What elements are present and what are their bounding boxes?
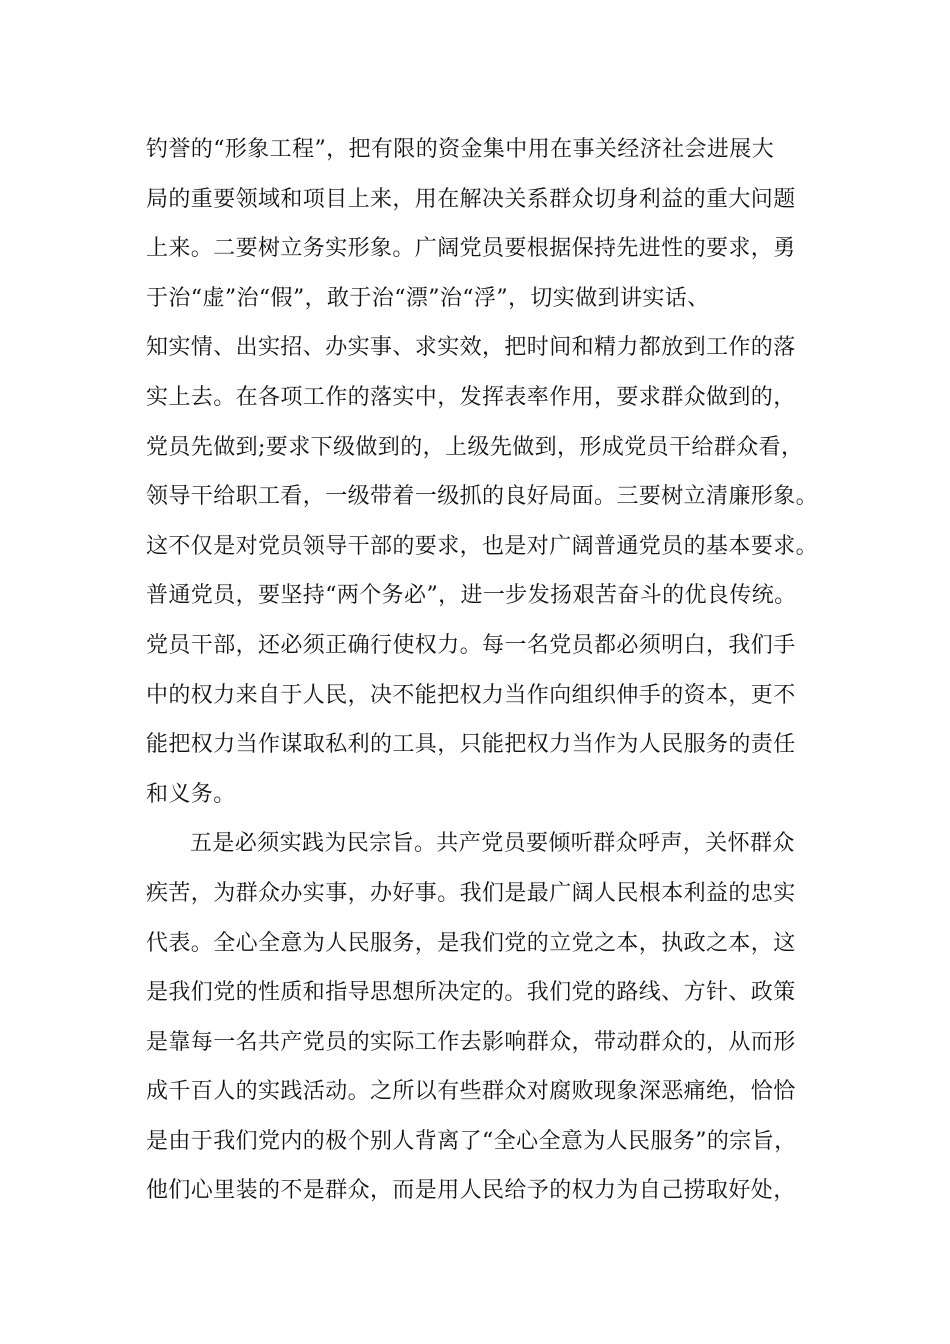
text-line: 钓誉的“形象工程”，把有限的资金集中用在事关经济社会进展大 xyxy=(146,137,775,162)
text-line: 和义务。 xyxy=(146,781,236,807)
text-line: 能把权力当作谋取私利的工具，只能把权力当作为人民服务的责任 xyxy=(146,732,796,758)
paragraph-start-line: 五是必须实践为民宗旨。共产党员要倾听群众呼声，关怀群众 xyxy=(190,831,795,857)
text-line: 这不仅是对党员领导干部的要求，也是对广阔普通党员的基本要求。 xyxy=(146,533,819,559)
text-line: 于治“虚”治“假”，敢于治“漂”治“浮”，切实做到讲实话、 xyxy=(146,285,710,311)
text-line: 成千百人的实践活动。之所以有些群众对腐败现象深恶痛绝，恰恰 xyxy=(146,1079,796,1105)
text-line: 是靠每一名共产党员的实际工作去影响群众，带动群众的，从而形 xyxy=(146,1029,796,1055)
text-line: 实上去。在各项工作的落实中，发挥表率作用，要求群众做到的， xyxy=(146,384,796,410)
text-line: 他们心里装的不是群众，而是用人民给予的权力为自己捞取好处， xyxy=(146,1178,796,1204)
text-line: 局的重要领域和项目上来，用在解决关系群众切身利益的重大问题 xyxy=(146,186,796,212)
text-line: 领导干给职工看，一级带着一级抓的良好局面。三要树立清廉形象。 xyxy=(146,484,819,510)
text-line: 是由于我们党内的极个别人背离了“全心全意为人民服务”的宗旨， xyxy=(146,1128,797,1154)
text-line: 中的权力来自于人民，决不能把权力当作向组织伸手的资本，更不 xyxy=(146,682,796,708)
text-line: 知实情、出实招、办实事、求实效，把时间和精力都放到工作的落 xyxy=(146,335,796,361)
body-text xyxy=(146,130,826,1221)
text-line: 党员干部，还必须正确行使权力。每一名党员都必须明白，我们手 xyxy=(146,632,796,658)
text-line: 上来。二要树立务实形象。广阔党员要根据保持先进性的要求，勇 xyxy=(146,236,796,262)
text-line: 是我们党的性质和指导思想所决定的。我们党的路线、方针、政策 xyxy=(146,980,796,1006)
text-line: 代表。全心全意为人民服务，是我们党的立党之本，执政之本，这 xyxy=(146,930,796,956)
text-line: 普通党员，要坚持“两个务必”，进一步发扬艰苦奋斗的优良传统。 xyxy=(146,583,797,609)
text-line: 党员先做到;要求下级做到的，上级先做到，形成党员干给群众看， xyxy=(146,434,804,460)
text-line: 疾苦，为群众办实事，办好事。我们是最广阔人民根本利益的忠实 xyxy=(146,880,796,906)
